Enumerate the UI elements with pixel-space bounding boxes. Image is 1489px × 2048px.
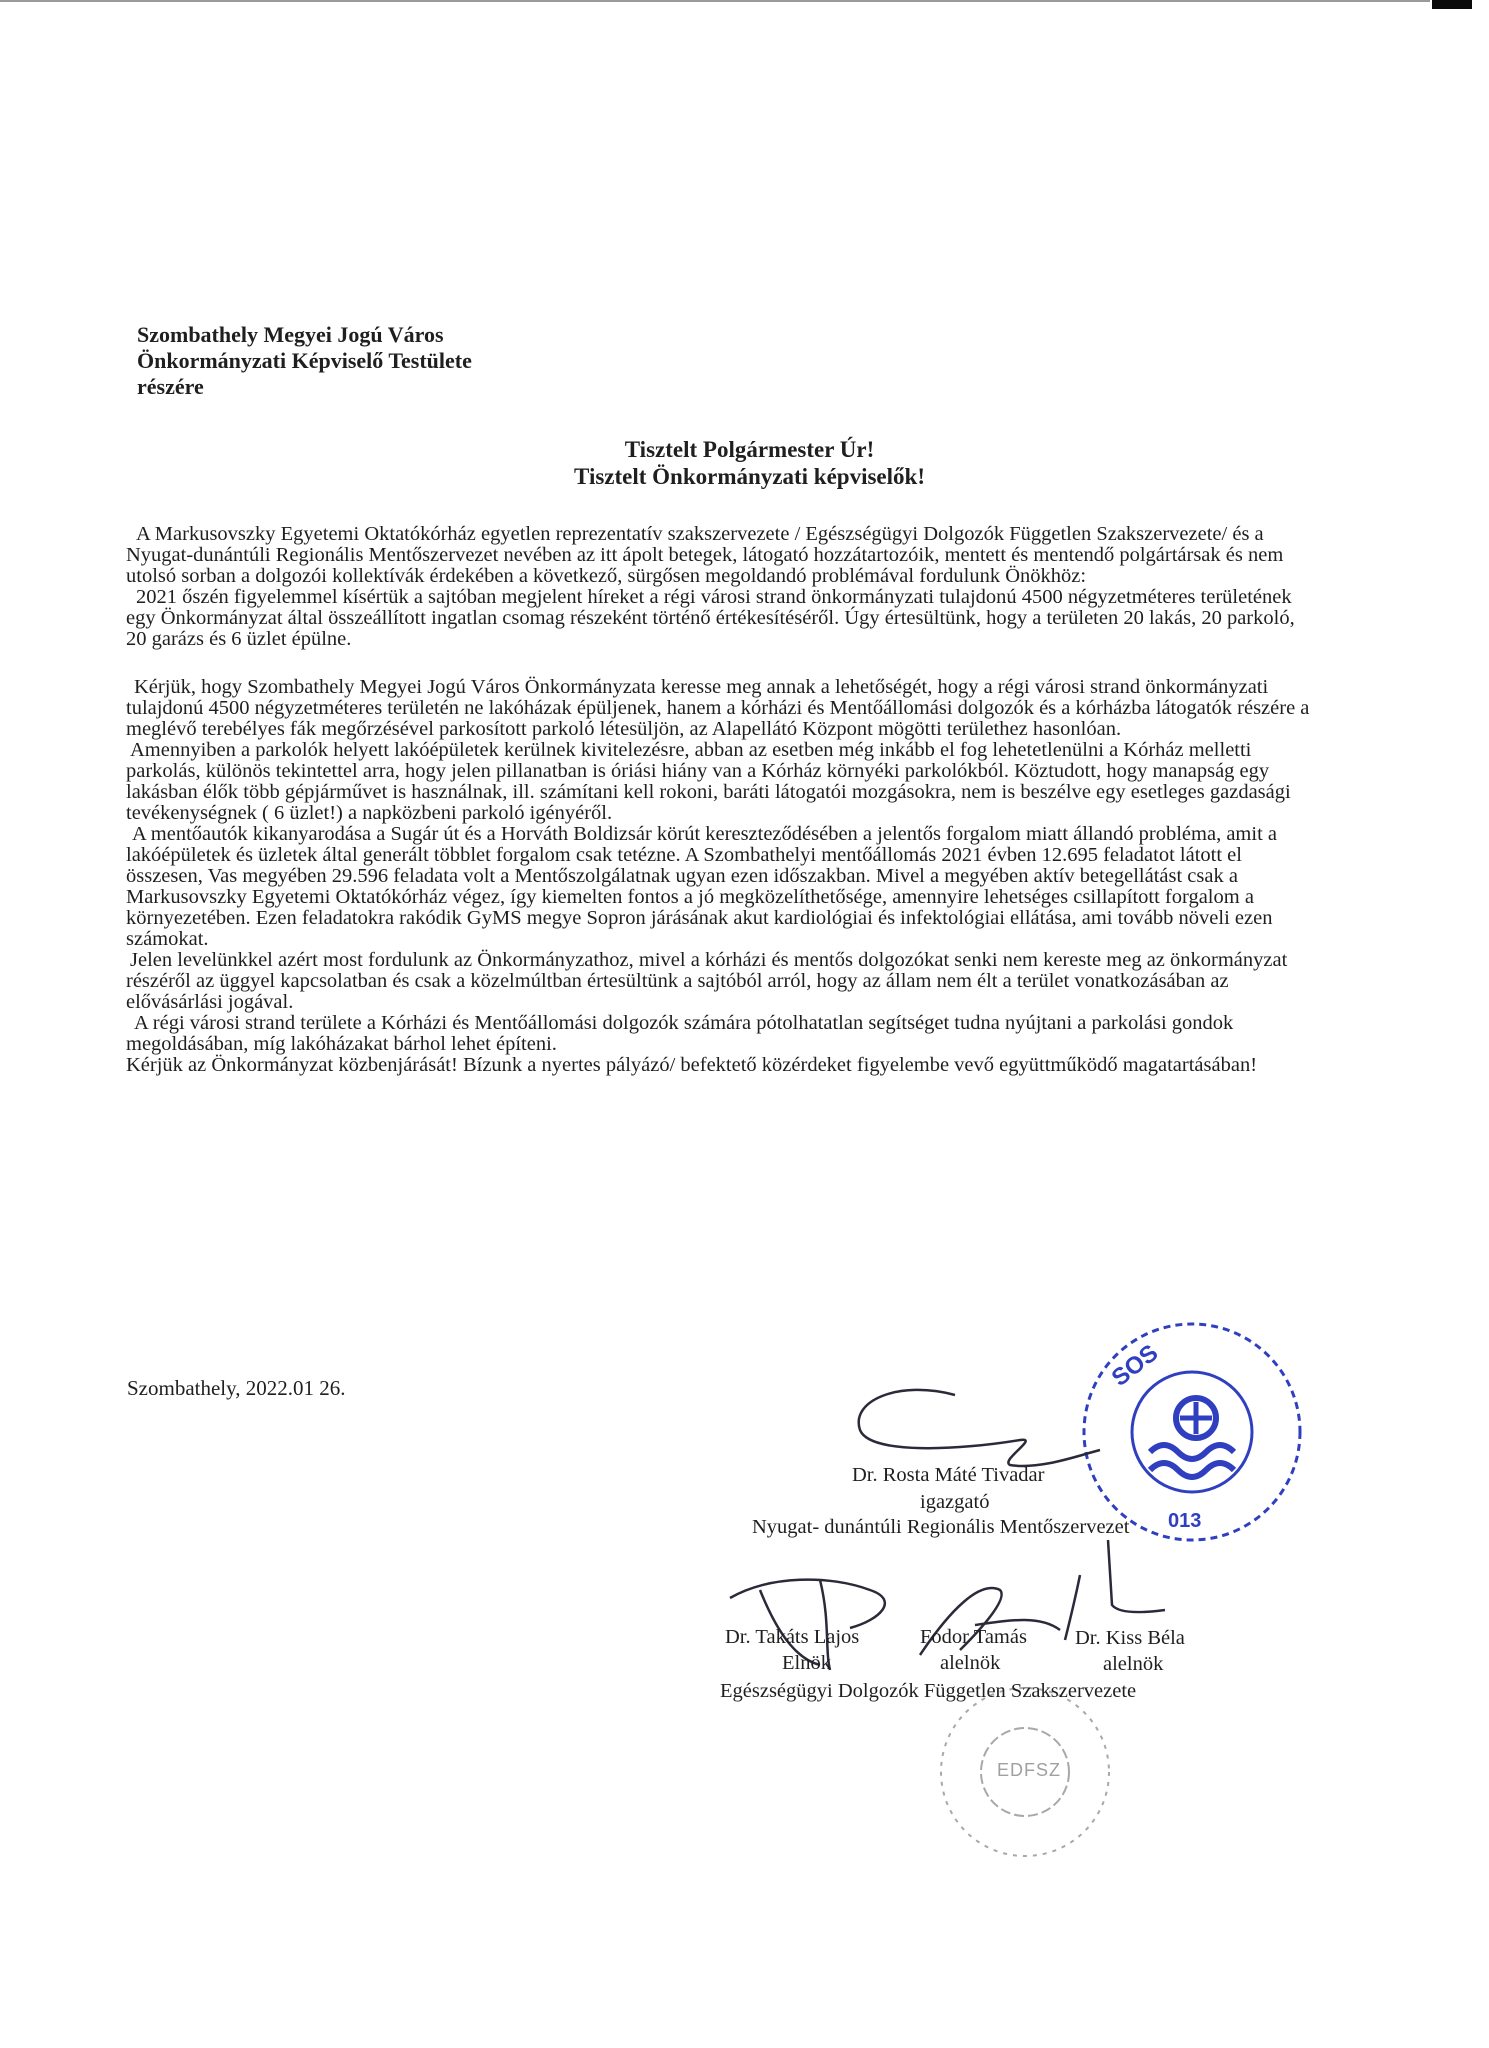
director-role: igazgató <box>920 1491 990 1513</box>
addressee-block <box>137 322 472 400</box>
scan-corner-mark <box>1432 0 1472 9</box>
stamp-outer-ring <box>1084 1324 1300 1540</box>
ambulance-stamp <box>1084 1324 1300 1540</box>
stamp-inner-ring <box>1132 1372 1252 1492</box>
body-paragraph: Amennyiben a parkolók helyett lakóépületek kerülnek kivitelezésre, abban az esetben még inkább el fog lehetetlenülni a Kórház melletti parkolás, különös tekintettel arra, hogy jelen pillanatban is óriási hiány van a Kórház környéki parkolókból. Köztudott, hogy manapság egy lakásban élők több gépjárművet is használnak, ill. számítani kell rokoni, baráti látogatói mozgásokra, nem is beszélve egy esetleges gazdasági tevékenységnek ( 6 üzlet!) a napközbeni parkoló igényéről. <box>126 739 1291 824</box>
body-paragraph: Kérjük az Önkormányzat közbenjárását! Bízunk a nyertes pályázó/ befektető közérdeket figyelembe vevő együttműködő magatartásában! <box>126 1054 1258 1076</box>
body-paragraph: A Markusovszky Egyetemi Oktatókórház egyetlen reprezentatív szakszervezete / Egészségügyi Dolgozók Független Szakszervezete/ és a Nyugat-dunántúli Regionális Mentőszervezet nevében az itt ápolt betegek, látogató hozzátartozóik, mentett és mentendő polgártársak és nem utolsó sorban a dolgozói kollektívák érdekében a következő, sürgősen megoldandó problémával fordulunk Önökhöz: <box>126 523 1284 587</box>
body-paragraph: Jelen levelünkkel azért most fordulunk az Önkormányzathoz, mivel a kórházi és mentős dolgozókat senki nem kereste meg az önkormányzat részéről az üggyel kapcsolatban és csak a közelmúltban értesültünk a sajtóból arról, hogy az állam nem élt a terület vonatkozásában az elővásárlási jogával. <box>126 949 1288 1013</box>
addressee-line: Szombathely Megyei Jogú Város <box>137 322 444 347</box>
body-paragraph: Kérjük, hogy Szombathely Megyei Jogú Város Önkormányzata keresse meg annak a lehetőségét, hogy a régi városi strand önkormányzati tulajdonú 4500 négyzetméteres területén ne lakóházak épüljenek, hanem a kórházi és Mentőállomási dolgozók és a kórházba látogatók részére a meglévő terebélyes fák megőrzésével parkosított parkoló létesüljön, az Alapellátó Központ mögötti területhez hasonlóan. <box>126 676 1310 740</box>
stamp-emblem-center <box>1176 1398 1216 1438</box>
director-signature <box>859 1390 1100 1466</box>
director-name: Dr. Rosta Máté Tivadar <box>852 1464 1045 1486</box>
stamp-emblem-waves <box>1150 1463 1234 1477</box>
vice2-name: Dr. Kiss Béla <box>1075 1627 1185 1649</box>
vice1-name: Fodor Tamás <box>920 1626 1027 1648</box>
letter-body <box>126 524 1316 1076</box>
stamp-emblem-waves <box>1150 1445 1234 1459</box>
scan-top-edge <box>0 0 1430 2</box>
body-paragraph: 2021 őszén figyelemmel kísértük a sajtóban megjelent híreket a régi városi strand önkormányzati tulajdonú 4500 négyzetméteres területének egy Önkormányzat által összeállított ingatlan csomag részeként történő értékesítéséről. Úgy értesültünk, hogy a területen 20 lakás, 20 parkoló, 20 garázs és 6 üzlet épülne. <box>126 586 1295 650</box>
addressee-line: részére <box>137 374 204 399</box>
union-organization: Egészségügyi Dolgozók Független Szakszervezete <box>720 1680 1137 1702</box>
body-paragraph: A régi városi strand területe a Kórházi és Mentőállomási dolgozók számára pótolhatatlan segítséget tudna nyújtani a parkolási gondok megoldásában, míg lakóházakat bárhol lehet építeni. <box>126 1012 1234 1055</box>
addressee-line: Önkormányzati Képviselő Testülete <box>137 348 472 373</box>
vice1-role: alelnök <box>940 1652 1001 1674</box>
ambulance-stamp-year: 013 <box>1168 1510 1202 1532</box>
union-stamp-label: EDFSZ <box>997 1760 1062 1780</box>
salutation-block <box>0 436 1489 490</box>
director-organization: Nyugat- dunántúli Regionális Mentőszervezet <box>752 1516 1130 1538</box>
body-paragraph: A mentőautók kikanyarodása a Sugár út és a Horváth Boldizsár körút kereszteződésében a jelentős forgalom miatt állandó probléma, amit a lakóépületek és üzletek által generált többlet forgalom csak tetézne. A Szombathelyi mentőállomás 2021 évben 12.695 feladatot látott el összesen, Vas megyében 29.596 feladata volt a Mentőszolgálatnak ugyan ezen időszakban. Mivel a megyében aktív betegellátást csak a Markusovszky Egyetemi Oktatókórház végez, így kiemelten fontos a jó megközelíthetősége, amennyire lehetséges csillapított forgalom a környezetében. Ezen feladatokra rakódik GyMS megye Sopron járásának akut kardiológiai és infektológiai ellátása, ami tovább növeli ezen számokat. <box>126 823 1277 950</box>
salutation-line: Tisztelt Polgármester Úr! <box>624 437 875 462</box>
chair-role: Elnök <box>782 1652 831 1674</box>
ambulance-stamp-label: SOS <box>1106 1339 1164 1392</box>
vice2-role: alelnök <box>1103 1653 1164 1675</box>
salutation-line: Tisztelt Önkormányzati képviselők! <box>574 464 925 489</box>
stamp-emblem-cross <box>1180 1402 1212 1434</box>
chair-name: Dr. Takáts Lajos <box>725 1626 860 1648</box>
place-date: Szombathely, 2022.01 26. <box>127 1376 346 1400</box>
